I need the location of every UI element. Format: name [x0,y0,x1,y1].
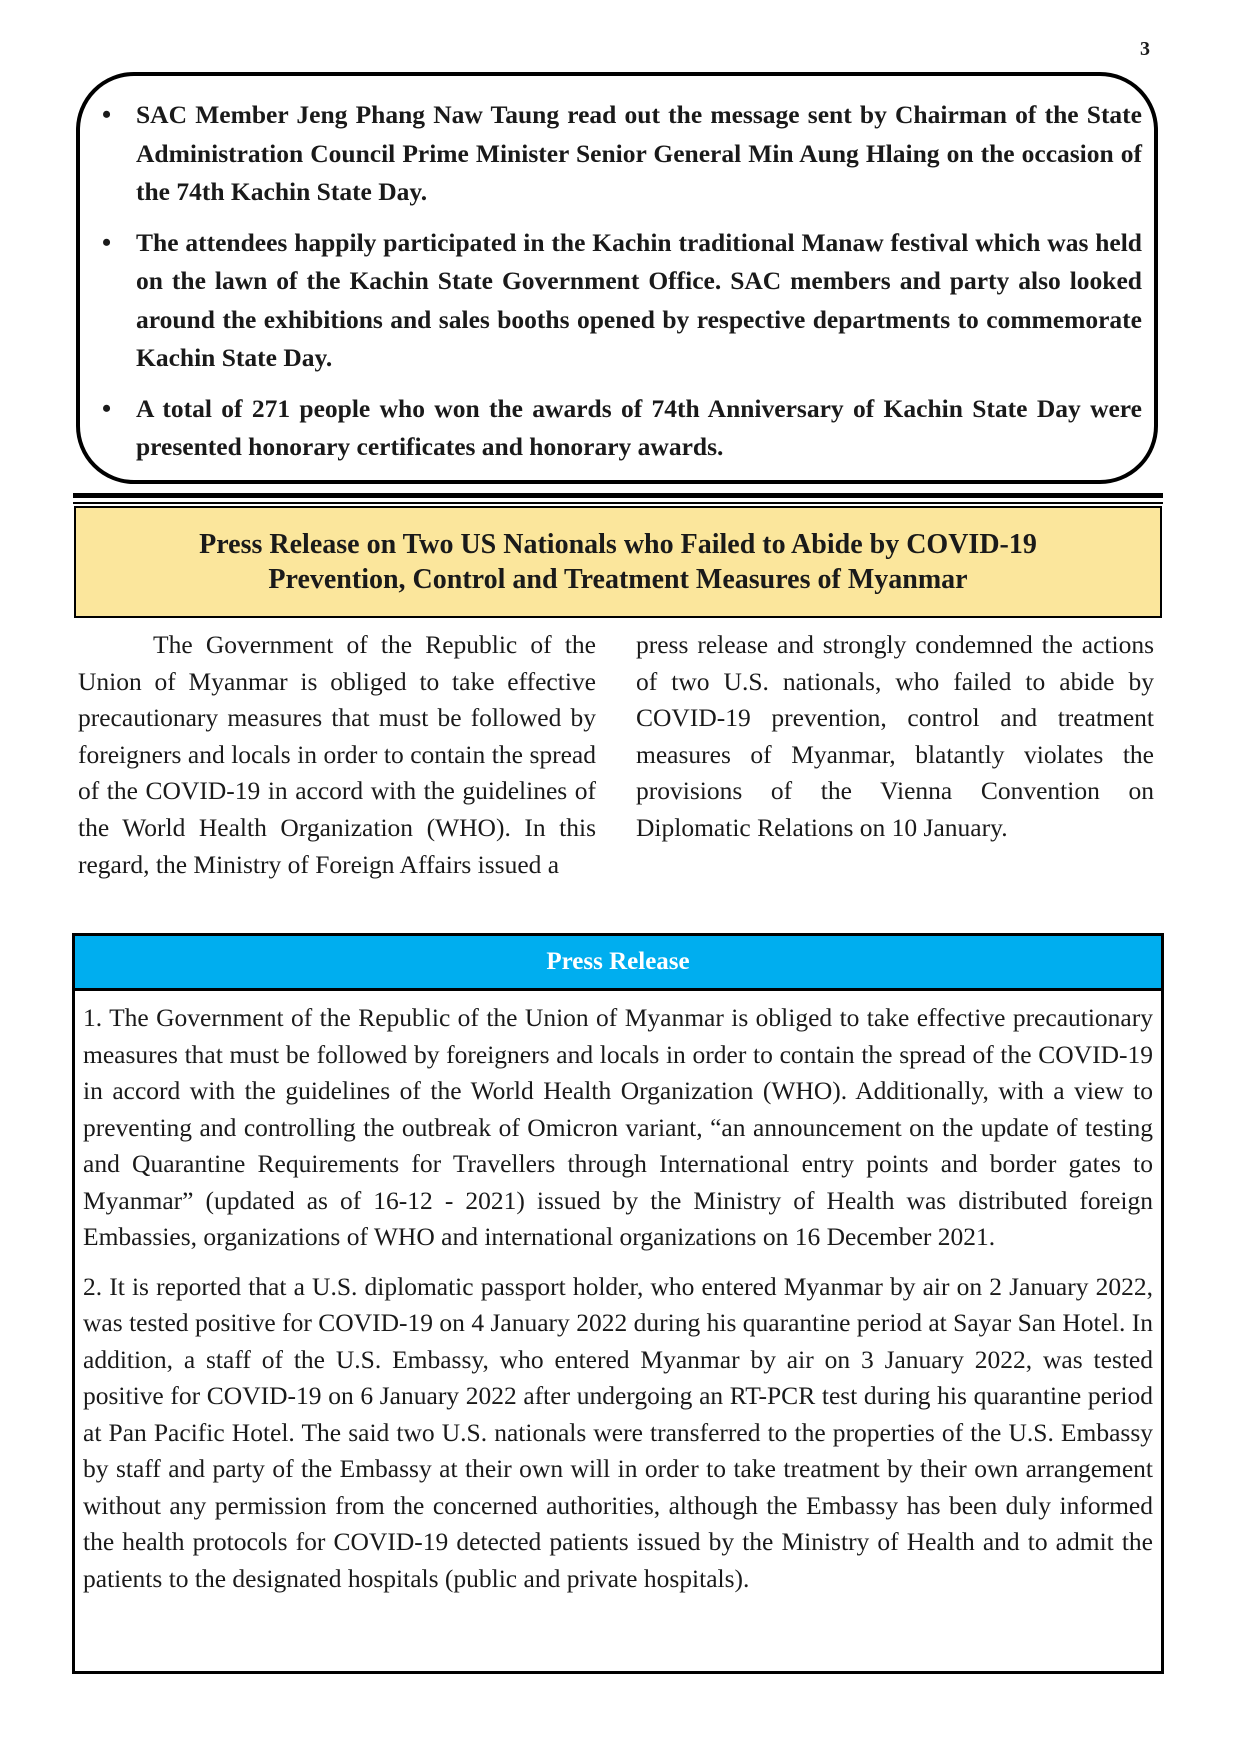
press-release-header [75,936,1161,991]
page-number: 3 [1140,38,1150,60]
press-release-title: Press Release [546,948,690,975]
press-release-body [75,991,1161,1597]
section-divider-thin [73,502,1163,504]
article-column-right: press release and strongly condemned the actions of two U.S. nationals, who failed to abide by COVID-19 prevention, control and treatment measures of Myanmar, blatantly violates the provisions of the Vienna Convention on Diplomatic Relations on 10 January. [636,630,1154,842]
article-column-left: The Government of the Republic of the Union of Myanmar is obliged to take effective precautionary measures that must be followed by foreigners and locals in order to contain the spread of the COVID-19 in accord with the guidelines of the World Health Organization (WHO). In this regard, the Ministry of Foreign Affairs issued a [78,630,596,879]
press-release-paragraph: 2. It is reported that a U.S. diplomatic passport holder, who entered Myanmar by air on 2 January 2022, was tested positive for COVID-19 on 4 January 2022 during his quarantine period at Sayar San Hotel. In addition, a staff of the U.S. Embassy, who entered Myanmar by air on 3 January 2022, was tested positive for COVID-19 on 6 January 2022 after undergoing an RT-PCR test during his quarantine period at Pan Pacific Hotel. The said two U.S. nationals were transferred to the properties of the U.S. Embassy by staff and party of the Embassy at their own will in order to take treatment by their own arrangement without any permission from the concerned authorities, although the Embassy has been duly informed the health protocols for COVID-19 detected patients issued by the Ministry of Health and to admit the patients to the designated hospitals (public and private hospitals). [83,1271,1153,1593]
highlight-item: • A total of 271 people who won the awards of 74th Anniversary of Kachin State Day were presented honorary certificates and honorary awards. [136,390,1142,467]
section-divider-thick [73,493,1163,498]
article-headline [138,527,1098,597]
highlight-item: • The attendees happily participated in the Kachin traditional Manaw festival which was held on the lawn of the Kachin State Government Office. SAC members and party also looked around the exhibitions and sales booths opened by respective departments to commemorate Kachin State Day. [136,224,1142,378]
headline-line-1: Press Release on Two US Nationals who Failed to Abide by COVID-19 [199,529,1037,560]
headline-line-2: Prevention, Control and Treatment Measures of Myanmar [268,564,968,595]
press-release-box [72,933,1164,1674]
highlights-list [136,96,1142,479]
highlight-item: • SAC Member Jeng Phang Naw Taung read out the message sent by Chairman of the State Administration Council Prime Minister Senior General Min Aung Hlaing on the occasion of the 74th Kachin State Day. [136,96,1142,212]
press-release-paragraph: 1. The Government of the Republic of the Union of Myanmar is obliged to take effective precautionary measures that must be followed by foreigners and locals in order to contain the spread of the COVID-19 in accord with the guidelines of the World Health Organization (WHO). Additionally, with a view to preventing and controlling the outbreak of Omicron variant, “an announcement on the update of testing and Quarantine Requirements for Travellers through International entry points and border gates to Myanmar” (updated as of 16-12 - 2021) issued by the Ministry of Health was distributed foreign Embassies, organizations of WHO and international organizations on 16 December 2021. [83,1003,1153,1251]
article-headline-box [74,506,1162,618]
